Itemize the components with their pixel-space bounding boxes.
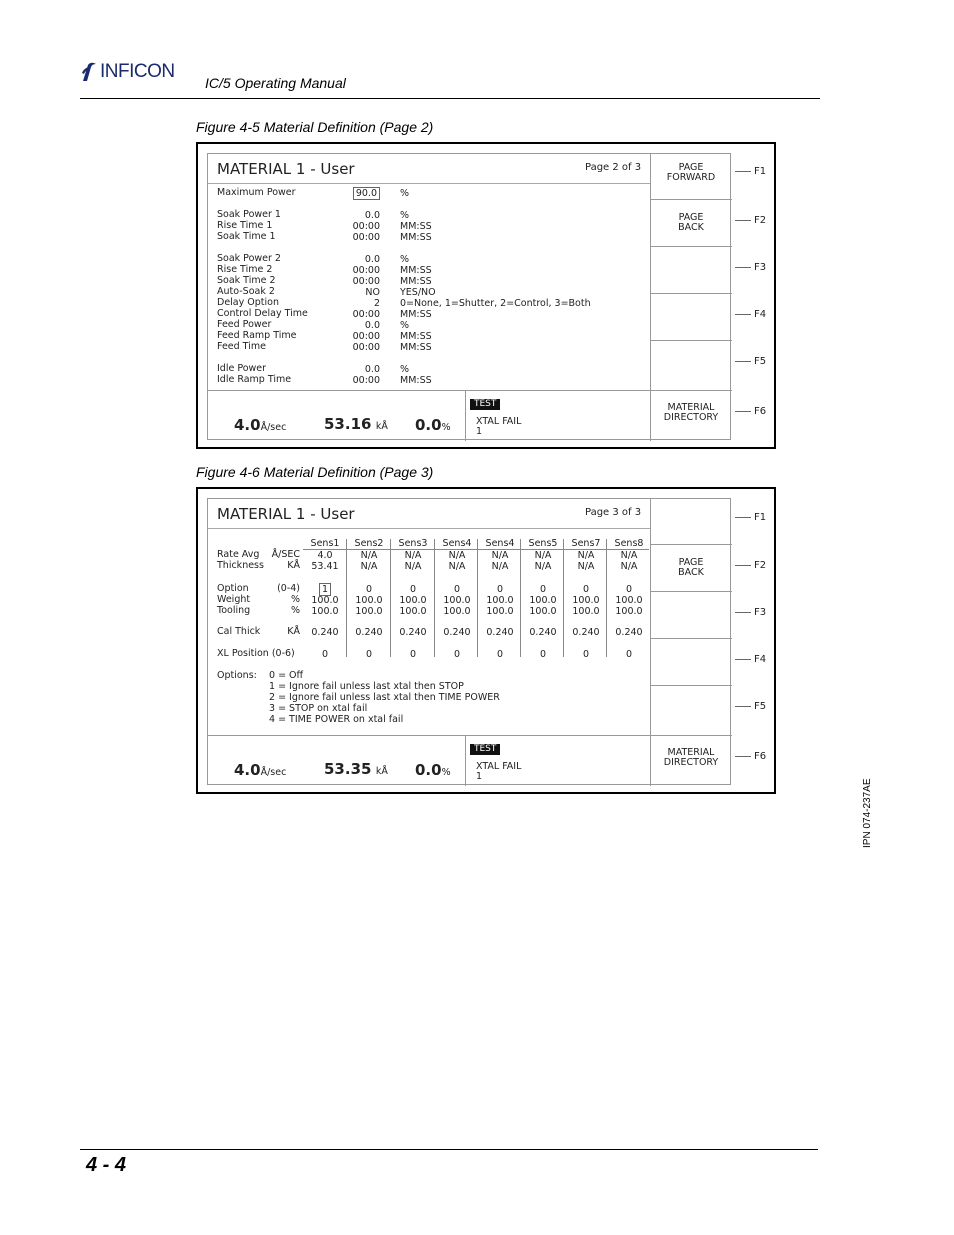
param-unit: 0=None, 1=Shutter, 2=Control, 3=Both [400,298,591,309]
column-separator [563,539,564,657]
column-separator [477,539,478,657]
sensor-cell[interactable]: 100.0 [486,595,514,606]
sensor-cell[interactable]: 100.0 [529,595,557,606]
param-label: Auto-Soak 2 [217,286,275,297]
options-label: Options: [217,670,257,681]
param-unit: MM:SS [400,265,432,276]
sensor-cell[interactable]: 1 [305,584,345,595]
sensor-cell[interactable]: 100.0 [486,606,514,617]
sensor-cell[interactable]: N/A [360,561,378,572]
screen-main [207,498,731,785]
sensor-cell[interactable]: 100.0 [399,606,427,617]
thickness-readout: 53.35 kÅ [324,760,388,778]
param-unit: % [400,320,410,331]
sensor-cell[interactable]: 0 [539,584,547,595]
sensor-cell[interactable]: 0 [582,584,590,595]
sensor-cell[interactable]: 100.0 [311,595,339,606]
option-item: 1 = Ignore fail unless last xtal then STOP [269,681,464,692]
option-item: 0 = Off [269,670,304,681]
sensor-cell[interactable]: 4.0 [317,550,333,561]
param-value[interactable]: 00:00 [352,375,380,386]
row-unit: KÅ [287,560,300,571]
screen-main [207,153,731,440]
fkey-separator [650,544,732,545]
f3-label[interactable]: F3 [754,262,767,273]
column-separator [434,539,435,657]
page-indicator: Page 3 of 3 [585,507,642,518]
sensor-cell[interactable]: N/A [404,561,422,572]
sensor-cell[interactable]: 100.0 [443,595,471,606]
row-label: Cal Thick [217,626,261,637]
param-value[interactable]: NO [365,287,380,298]
param-value[interactable]: 0.0 [364,254,380,265]
sensor-cell[interactable]: N/A [491,561,509,572]
param-label: Idle Power [217,363,267,374]
logo-text: INFICON [100,61,175,82]
column-separator [520,539,521,657]
sensor-cell[interactable]: 100.0 [572,595,600,606]
param-label: Idle Ramp Time [217,374,292,385]
row-label: Tooling [217,605,251,616]
param-unit: MM:SS [400,221,432,232]
softkey-page-back[interactable]: PAGE BACK [678,212,704,233]
option-item: 4 = TIME POWER on xtal fail [269,714,404,725]
column-separator [606,539,607,657]
row-label: Thickness [217,560,264,571]
power-readout: 0.0% [415,416,451,434]
sensor-cell[interactable]: N/A [620,561,638,572]
title-divider [208,528,650,529]
param-label: Soak Time 1 [217,231,276,242]
status-split [465,390,466,441]
row-label: Option [217,583,249,594]
f5-tick [735,361,751,362]
row-unit: % [290,594,300,605]
param-label: Feed Ramp Time [217,330,297,341]
f3-label[interactable]: F3 [754,607,767,618]
sensor-cell[interactable]: 100.0 [443,606,471,617]
f2-tick [735,220,751,221]
f6-label[interactable]: F6 [754,406,767,417]
figure-caption: Figure 4-5 Material Definition (Page 2) [196,119,434,135]
f5-label[interactable]: F5 [754,701,767,712]
param-label: Rise Time 2 [217,264,273,275]
sensor-cell[interactable]: 0 [539,649,547,660]
sensor-cell[interactable]: 0 [321,649,329,660]
param-unit: % [400,188,410,199]
row-unit: (0-4) [277,583,300,594]
f6-label[interactable]: F6 [754,751,767,762]
f2-label[interactable]: F2 [754,560,767,571]
thickness-readout: 53.16 kÅ [324,415,388,433]
sensor-cell[interactable]: 0 [625,649,633,660]
param-label: Maximum Power [217,187,296,198]
xtal-fail-label: XTAL FAIL [476,761,522,772]
f3-tick [735,612,751,613]
sensor-cell[interactable]: 0 [496,584,504,595]
sensor-cell[interactable]: N/A [534,561,552,572]
fkey-separator [650,340,732,341]
param-value[interactable]: 00:00 [352,331,380,342]
function-key-panel [650,499,732,786]
sensor-cell[interactable]: N/A [448,550,466,561]
param-unit: YES/NO [400,287,436,298]
softkey-page-back[interactable]: PAGE BACK [678,557,704,578]
page-number: 4 - 4 [86,1154,127,1176]
xtal-fail-number: 1 [476,771,483,782]
f3-tick [735,267,751,268]
row-label: Weight [217,594,251,605]
sensor-cell[interactable]: 100.0 [355,595,383,606]
param-value-max-power[interactable]: 90.0 [347,188,380,199]
option-item: 3 = STOP on xtal fail [269,703,368,714]
sensor-cell[interactable]: 0.240 [399,627,427,638]
param-label: Control Delay Time [217,308,308,319]
softkey-material-directory[interactable]: MATERIAL DIRECTORY [663,402,719,423]
param-value[interactable]: 0.0 [364,364,380,375]
function-key-panel [650,154,732,441]
sensor-cell[interactable]: N/A [620,550,638,561]
f4-label[interactable]: F4 [754,309,767,320]
fkey-separator [650,685,732,686]
param-value[interactable]: 00:00 [352,232,380,243]
row-label: Rate Avg [217,549,260,560]
row-unit: KÅ [287,626,300,637]
f1-tick [735,517,751,518]
sensor-cell[interactable]: 100.0 [615,595,643,606]
sensor-cell[interactable]: 0 [365,649,373,660]
sensor-cell[interactable]: 0 [453,584,461,595]
row-label: XL Position (0-6) [217,648,295,659]
footer-rule [80,1149,818,1150]
manual-title: IC/5 Operating Manual [205,75,346,91]
f1-tick [735,171,751,172]
param-value[interactable]: 00:00 [352,265,380,276]
sensor-cell[interactable]: 0.240 [615,627,643,638]
param-value[interactable]: 0.0 [364,210,380,221]
sensor-cell[interactable]: N/A [360,550,378,561]
param-value[interactable]: 00:00 [352,342,380,353]
sensor-cell[interactable]: 0 [496,649,504,660]
sensor-cell[interactable]: N/A [577,550,595,561]
fkey-separator [650,199,732,200]
f5-label[interactable]: F5 [754,356,767,367]
header-rule [80,98,820,99]
sensor-cell[interactable]: N/A [534,550,552,561]
sensor-header: Sens8 [614,538,644,549]
f5-tick [735,706,751,707]
param-value[interactable]: 00:00 [352,221,380,232]
row-unit: % [290,605,300,616]
f1-label[interactable]: F1 [754,512,767,523]
param-label: Soak Time 2 [217,275,276,286]
fkey-separator [650,246,732,247]
sensor-cell[interactable]: 0 [365,584,373,595]
row-unit: Å/SEC [271,549,300,560]
sensor-cell[interactable]: 0 [625,584,633,595]
test-badge: TEST [470,399,500,410]
param-unit: MM:SS [400,232,432,243]
sensor-cell[interactable]: 0.240 [311,627,339,638]
param-unit: % [400,210,410,221]
param-unit: MM:SS [400,309,432,320]
rate-readout: 4.0Å/sec [234,416,287,434]
sensor-cell[interactable]: 53.41 [311,561,339,572]
param-label: Delay Option [217,297,279,308]
option-item: 2 = Ignore fail unless last xtal then TIME POWER [269,692,500,703]
param-value[interactable]: 00:00 [352,309,380,320]
sensor-cell[interactable]: 0 [409,584,417,595]
figure-material-page3 [196,487,776,794]
param-label: Soak Power 1 [217,209,281,220]
param-unit: MM:SS [400,375,432,386]
ipn-label: IPN 074-237AE [862,778,873,848]
param-label: Rise Time 1 [217,220,273,231]
sensor-header: Sens4 [442,538,472,549]
sensor-cell[interactable]: 0.240 [355,627,383,638]
screen-title: MATERIAL 1 - User [217,505,355,523]
f4-tick [735,659,751,660]
fkey-separator [650,638,732,639]
sensor-header: Sens4 [485,538,515,549]
param-value[interactable]: 2 [373,298,380,309]
page-indicator: Page 2 of 3 [585,162,642,173]
param-value[interactable]: 00:00 [352,276,380,287]
softkey-material-directory[interactable]: MATERIAL DIRECTORY [663,747,719,768]
sensor-cell[interactable]: 100.0 [399,595,427,606]
sensor-cell[interactable]: 0.240 [443,627,471,638]
param-unit: MM:SS [400,276,432,287]
column-separator [346,539,347,657]
xtal-fail-number: 1 [476,426,483,437]
fkey-separator [650,591,732,592]
f4-label[interactable]: F4 [754,654,767,665]
param-unit: % [400,254,410,265]
sensor-cell[interactable]: 100.0 [615,606,643,617]
test-badge: TEST [470,744,500,755]
sensor-cell[interactable]: N/A [577,561,595,572]
sensor-cell[interactable]: 0 [409,649,417,660]
sensor-cell[interactable]: N/A [404,550,422,561]
inficon-logo [80,60,175,84]
sensor-header: Sens3 [398,538,428,549]
param-unit: MM:SS [400,331,432,342]
sensor-cell[interactable]: 0.240 [572,627,600,638]
f4-tick [735,314,751,315]
param-unit: MM:SS [400,342,432,353]
inficon-logo-icon [80,61,98,83]
screen-title: MATERIAL 1 - User [217,160,355,178]
f2-tick [735,565,751,566]
title-divider [208,183,650,184]
f2-label[interactable]: F2 [754,215,767,226]
power-readout: 0.0% [415,761,451,779]
sensor-cell[interactable]: N/A [448,561,466,572]
column-separator [390,539,391,657]
figure-material-page2 [196,142,776,449]
sensor-header: Sens7 [571,538,601,549]
sensor-header: Sens1 [310,538,340,549]
param-value[interactable]: 0.0 [364,320,380,331]
param-label: Soak Power 2 [217,253,281,264]
param-label: Feed Power [217,319,272,330]
sensor-cell[interactable]: N/A [491,550,509,561]
param-label: Feed Time [217,341,266,352]
fkey-separator [650,293,732,294]
figure-caption: Figure 4-6 Material Definition (Page 3) [196,464,434,480]
softkey-page-forward[interactable]: PAGE FORWARD [666,162,716,183]
sensor-header: Sens5 [528,538,558,549]
f1-label[interactable]: F1 [754,166,767,177]
sensor-cell[interactable]: 100.0 [311,606,339,617]
f6-tick [735,756,751,757]
sensor-header: Sens2 [354,538,384,549]
sensor-cell[interactable]: 100.0 [355,606,383,617]
status-split [465,735,466,786]
sensor-cell[interactable]: 100.0 [572,606,600,617]
xtal-fail-label: XTAL FAIL [476,416,522,427]
f6-tick [735,411,751,412]
sensor-cell[interactable]: 0 [453,649,461,660]
sensor-cell[interactable]: 100.0 [529,606,557,617]
param-unit: % [400,364,410,375]
sensor-cell[interactable]: 0.240 [529,627,557,638]
rate-readout: 4.0Å/sec [234,761,287,779]
sensor-cell[interactable]: 0.240 [486,627,514,638]
sensor-cell[interactable]: 0 [582,649,590,660]
